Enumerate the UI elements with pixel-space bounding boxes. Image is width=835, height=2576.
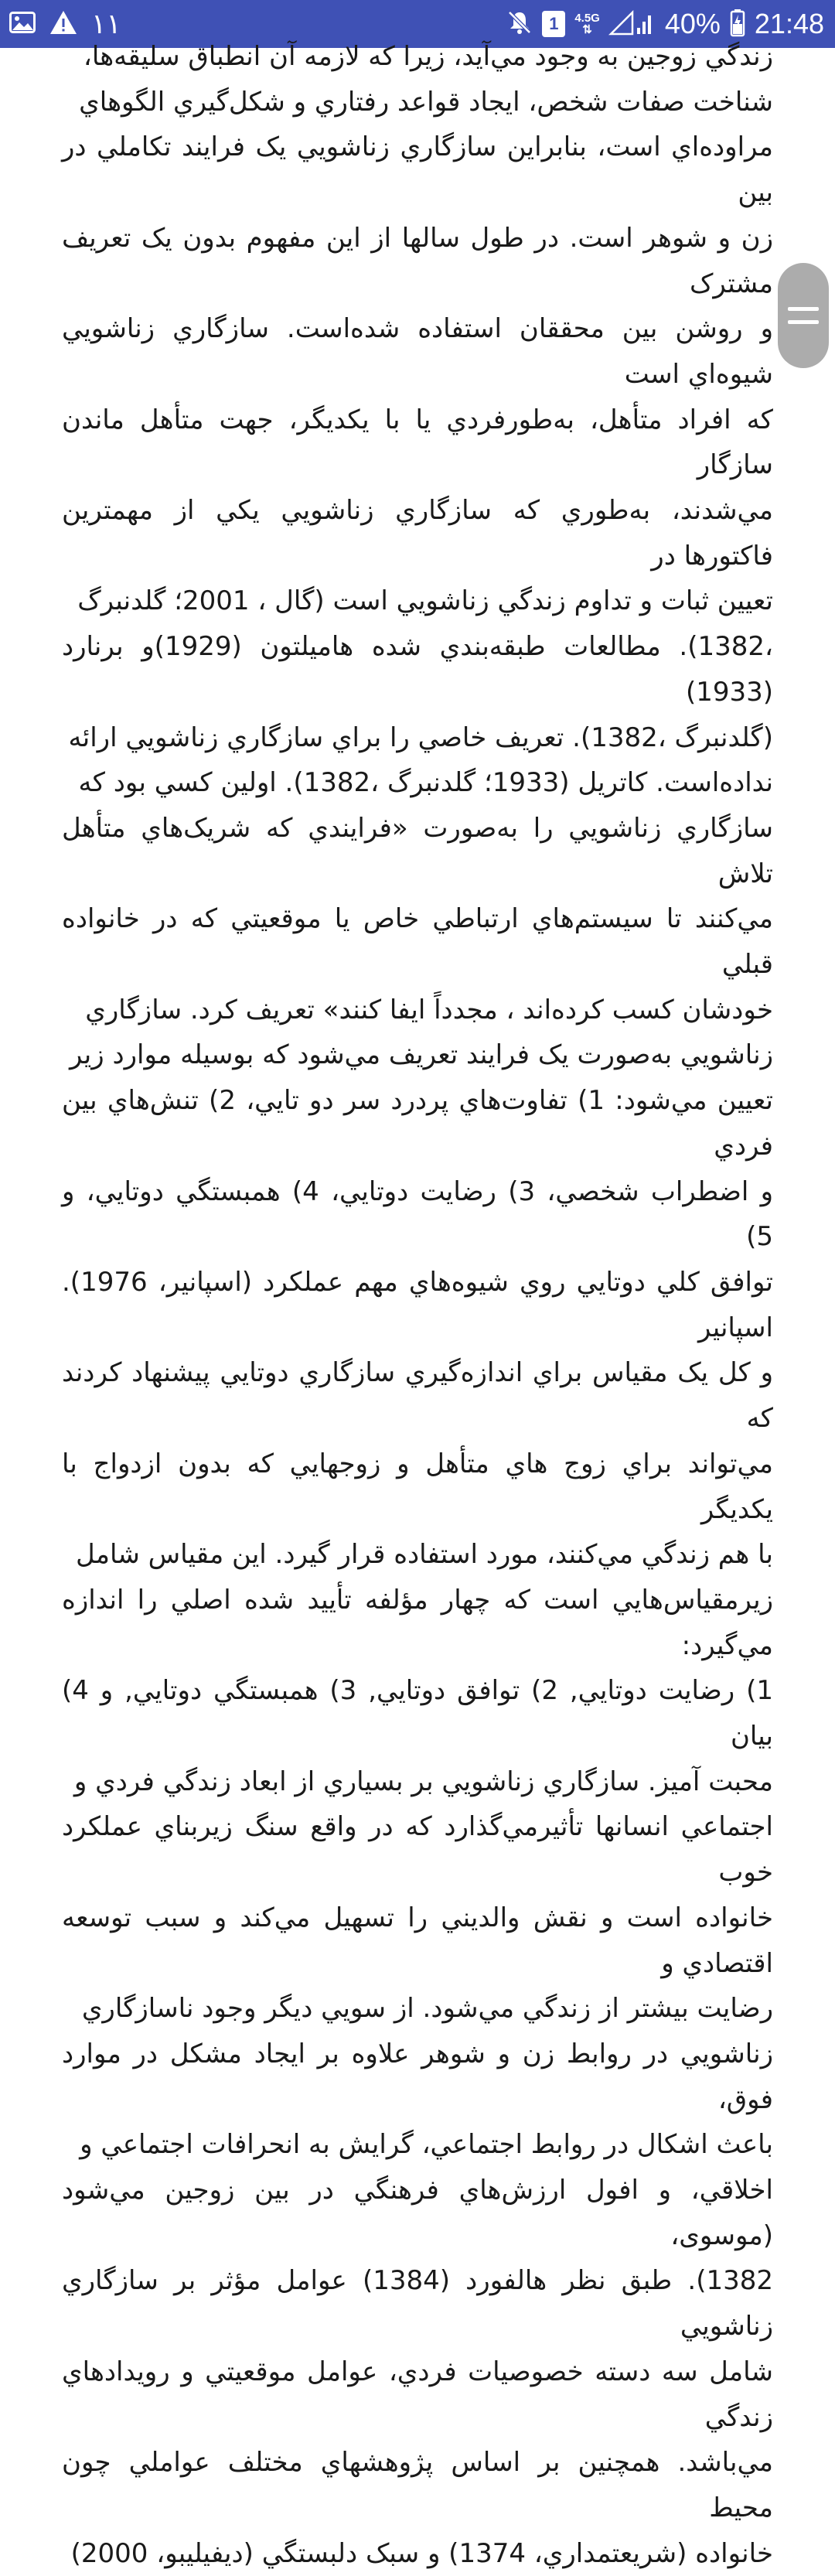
battery-percent: 40% [664, 8, 721, 39]
clock: 21:48 [754, 8, 824, 39]
image-icon [9, 11, 36, 38]
network-label: 4.5G [574, 12, 600, 25]
document-view[interactable] [0, 41, 835, 2569]
data-activity-icon: ⇅ [582, 23, 592, 36]
sim-badge: 1 [542, 11, 565, 37]
notification-count: ۱۱ [91, 8, 121, 39]
scroll-handle[interactable] [778, 263, 829, 368]
drag-handle-icon [788, 320, 819, 324]
drag-handle-icon [788, 307, 819, 311]
network-type [574, 12, 600, 36]
document-body-text: زندگي زوجين به وجود مي‌آيد، زيرا كه لازمه آن انطباق سليقه‌ها، شناخت صفات شخص، ايجاد قواعد رفتاري و شكل‌گيري الگوهاي مراوده‌اي است، بنابراين سازگاري زناشويي يک فرايند تكاملي در بين زن و شوهر است. در طول سالها از اين مفهوم بدون یک تعریف مشترک و روشن بين محققان استفاده شده‌است. سازگاري زناشويي شيوه‌اي است كه افراد متأهل، به‌طورفردي يا با يكديگر، جهت متأهل ماندن سازگار مي‌شدند، به‌طوري كه سازگاري زناشويي يكي از مهمترين فاكتورها در تعيين ثبات و تداوم زندگي زناشويي است (گال ، 2001؛ گلدنبرگ ،1382). مطالعات طبقه‌بندي شده هاميلتون (1929)و برنارد (1933) (گلدنبرگ ،1382). تعريف خاصي را براي سازگاري زناشويي ارائه نداده‌است. كاتريل (1933؛ گلدنبرگ ،1382). اولين كسي بود كه سازگاري زناشويي را به‌صورت «فرايندي كه شريک‌هاي متأهل تلاش مي‌كنند تا سيستم‌هاي ارتباطي خاص يا موقعيتي كه در خانواده قبلي خودشان كسب كرده‌اند ، مجدداً ايفا كنند» تعريف كرد. سازگاري زناشويي به‌صورت يک فرايند تعريف مي‌شود كه بوسيله موارد زير تعيين مي‌شود: 1) تفاوت‌هاي پردرد سر دو تايي، 2) تنش‌هاي بين فردي و اضطراب شخصي، 3) رضايت دوتايي، 4) همبستگي دوتايي، و 5) توافق كلي دوتايي روي شيوه‌هاي مهم عملكرد (اسپانير، 1976). اسپانير و كل یک مقياس براي اندازه‌گيري سازگاري دوتايي پيشنهاد كردند كه مي‌تواند براي زوج هاي متأهل و زوجهايي كه بدون ازدواج با يكديگر با هم زندگي مي‌كنند، مورد استفاده قرار گيرد. اين مقياس شامل زيرمقياس‌هايي است كه چهار مؤلفه تأييد شده اصلي را اندازه مي‌گيرد: 1) رضايت دوتايي, 2) توافق دوتايي, 3) همبستگي دوتايي, و 4) بيان محبت آميز. سازگاري زناشويي بر بسياري از ابعاد زندگي فردي و اجتماعي انسانها تأثيرمي‌گذارد كه در واقع سنگ زيربناي عملكرد خوب خانواده است و نقش والديني را تسهيل مي‌كند و سبب توسعه اقتصادي و رضايت بيشتر از زندگي مي‌شود. از سويي ديگر وجود ناسازگاري زناشويي در روابط زن و شوهر علاوه بر ايجاد مشكل در موارد فوق، باعث اشكال در روابط اجتماعي، گرايش به انحرافات اجتماعي و اخلاقي، و افول ارزش‌هاي فرهنگي در بين زوجين مي‌شود (موسوی، 1382). طبق نظر هالفورد (1384) عوامل مؤثر بر سازگاري زناشويي شامل سه دسته خصوصيات فردي، عوامل موقعيتي و رويدادهاي زندگي مي‌باشد. همچنين بر اساس پژوهشهاي مختلف عواملي چون محيط خانواده (شريعتمداري، 1374) و سبک دلبستگي (ديفيليبو، 2000) [62, 41, 774, 2569]
